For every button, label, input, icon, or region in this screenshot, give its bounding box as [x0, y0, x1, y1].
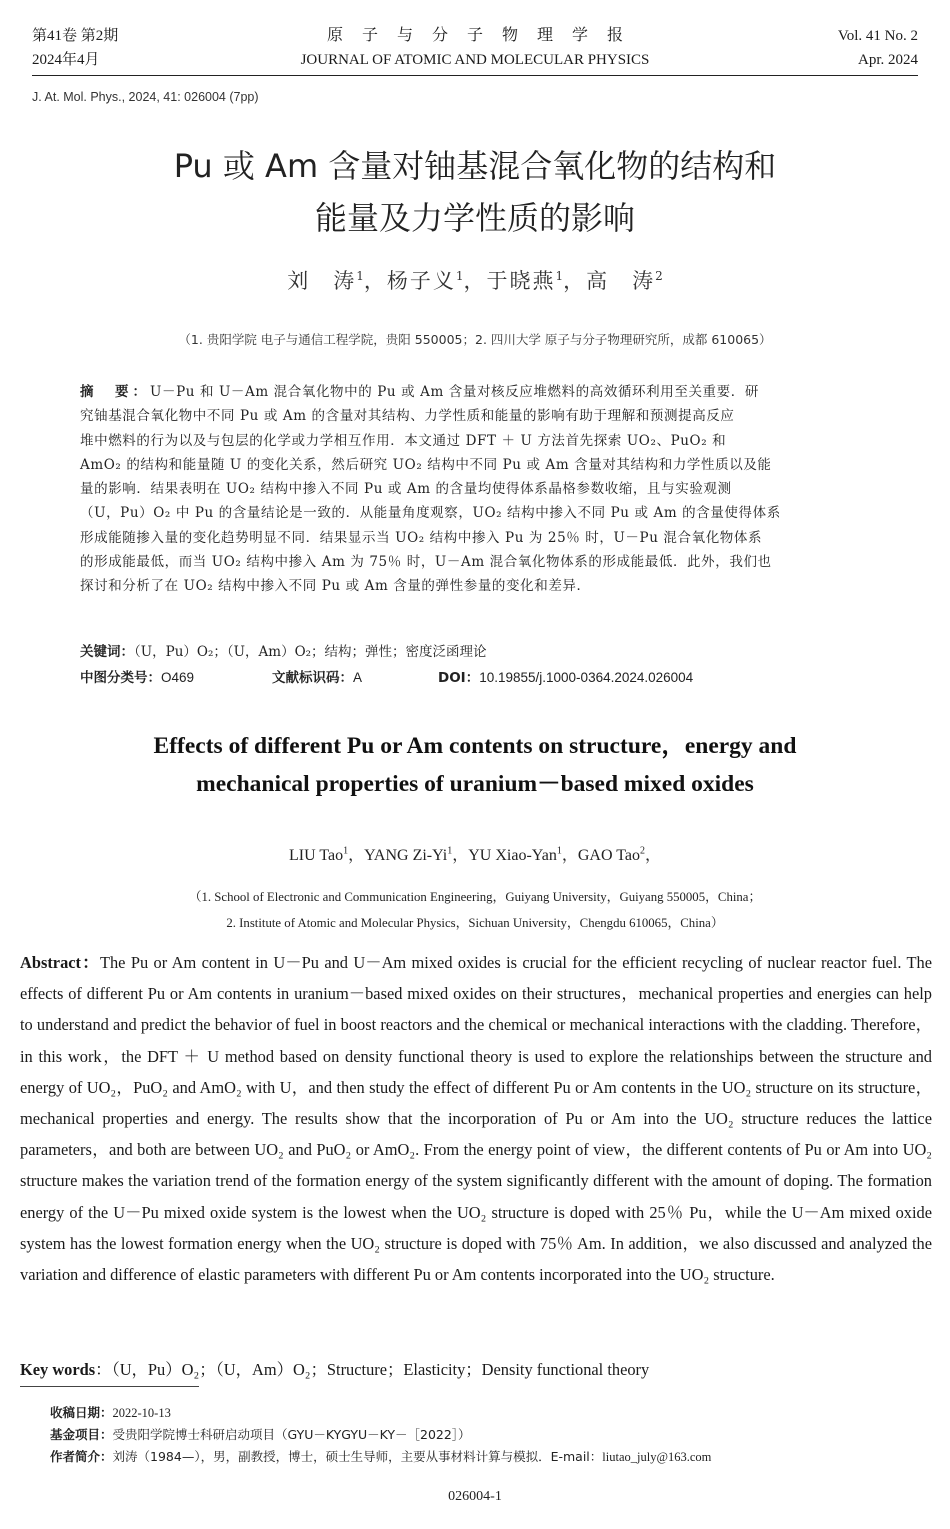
footnotes: [50, 1402, 900, 1468]
title-en-line-1: Effects of different Pu or Am contents on structure，energy and: [153, 733, 797, 759]
title-zh-line-1: Pu 或 Am 含量对铀基混合氧化物的结构和: [173, 147, 777, 185]
page-number: 026004-1: [448, 1489, 502, 1504]
keywords-en: [20, 1355, 932, 1387]
volume-issue-en: Vol. 41 No. 2: [837, 28, 918, 44]
authors-en: LIU Tao$^1$，YANG Zi-Yi$^1$，YU Xiao-Yan$^1$，GAO Tao$^2$，: [288, 845, 662, 864]
abstract-zh: [80, 380, 870, 599]
citation: J. At. Mol. Phys., 2024, 41: 026004 (7pp): [32, 90, 259, 104]
author-en: LIU Tao: [288, 847, 344, 864]
date-en: Apr. 2024: [858, 52, 918, 68]
author-zh: 于晓燕: [486, 269, 556, 293]
keyword-first: （U，Pu）O₂: [111, 1360, 200, 1379]
abstract-zh-line: 的形成能最低，而当 UO₂ 结构中掺入 Am 为 75％ 时，U－Am 混合氧化物体系的形成能最低．此外，我们也: [80, 554, 772, 571]
author-zh: 刘 涛: [287, 269, 357, 293]
title-zh: [0, 140, 950, 244]
abstract-zh-line: 形成能随掺入量的变化趋势明显不同．结果显示当 UO₂ 结构中掺入 Pu 为 25％ 时，U－Pu 混合氧化物体系: [80, 529, 763, 546]
title-en-line-2: mechanical properties of uranium－based mixed oxides: [196, 771, 754, 797]
abstract-zh-line: 究铀基混合氧化物中不同 Pu 或 Am 的含量对其结构、力学性质和能量的影响有助于理解和预测提高反应: [80, 408, 735, 425]
authors-zh: 刘 涛$^1$，杨子义$^1$，于晓燕$^1$，高 涛$^2$: [287, 269, 663, 293]
abstract-en-label: Abstract：: [20, 953, 100, 972]
clc-number: 中图分类号：O469: [80, 670, 195, 686]
keywords-zh-text: （U，Pu）O₂；（U，Am）O₂；结构；弹性；密度泛函理论: [134, 644, 487, 660]
volume-issue-zh: 第41卷 第2期: [32, 28, 119, 44]
author-affil-mark: 1: [356, 269, 364, 283]
author-en: GAO Tao: [577, 847, 640, 864]
keywords-en-underlined: Key words：（U，Pu）O₂: [20, 1355, 199, 1387]
header-center: [32, 24, 918, 72]
keywords-en-rest: ；（U，Am）O₂；Structure；Elasticity；Density functional theory: [199, 1360, 650, 1379]
author-zh: 杨子义: [386, 269, 456, 293]
doi: DOI：10.19855/j.1000-0364.2024.026004: [438, 670, 694, 686]
keywords-zh-label: 关键词：: [80, 644, 134, 660]
author-en: YU Xiao-Yan: [468, 847, 557, 864]
keywords-en-label: Key words: [20, 1360, 96, 1379]
title-zh-line-2: 能量及力学性质的影响: [314, 199, 635, 237]
author-affil-mark: 1: [555, 269, 564, 283]
title-en: [60, 727, 890, 803]
affiliation-en: [0, 884, 950, 936]
author-affil-mark: 2: [640, 845, 645, 857]
author-affil-mark: 1: [556, 845, 562, 857]
email-link[interactable]: liutao_july@163.com: [602, 1450, 712, 1464]
funding: 基金项目：受贵阳学院博士科研启动项目（GYU－KYGYU－KY－［2022］）: [50, 1427, 471, 1442]
abstract-zh-line: AmO₂ 的结构和能量随 U 的变化关系，然后研究 UO₂ 结构中不同 Pu 或 Am 含量对其结构和力学性质以及能: [80, 456, 772, 473]
header-right: [838, 24, 918, 72]
author-affil-mark: 2: [655, 269, 663, 283]
abstract-zh-line: 摘 要：U－Pu 和 U－Am 混合氧化物中的 Pu 或 Am 含量对核反应堆燃料的高效循环利用至关重要．研: [80, 384, 759, 400]
affiliation-en-line-1: （1. School of Electronic and Communication Engineering，Guiyang University，Guiyang 550005，China；: [188, 890, 762, 904]
abstract-zh-line: （U，Pu）O₂ 中 Pu 的含量结论是一致的．从能量角度观察，UO₂ 结构中掺入不同 Pu 或 Am 的含量使得体系: [80, 505, 781, 522]
date-zh: 2024年4月: [32, 52, 100, 68]
abstract-zh-line: 堆中燃料的行为以及与包层的化学或力学相互作用．本文通过 DFT ＋ U 方法首先探索 UO₂、PuO₂ 和: [80, 432, 727, 449]
abstract-en-text: The Pu or Am content in U－Pu and U－Am mixed oxides is crucial for the efficient recycling of nuclear reactor fuel. The effects of different Pu or Am contents in uranium－based mixed oxides on their structures，mechanical properties and energies can help to understand and predict the behavior of fuel in boost reactors and the chemical or mechanical interactions with the cladding. Therefore，in this work，the DFT ＋ U method based on density functional theory is used to explore the relationships between the structure and energy of UO₂，PuO₂ and AmO₂ with U，and then study the effect of different Pu or Am contents in the UO₂ structure on its structure，mechanical properties and energy. The results show that the incorporation of Pu or Am into the UO₂ structure reduces the lattice parameters，and both are between UO₂ and PuO₂ or AmO₂. From the energy point of view，the different contents of Pu or Am into UO₂ structure makes the variation trend of the formation energy of the system significantly different with the amount of doping. The formation energy of the U－Pu mixed oxide system is the lowest when the UO₂ structure is doped with 25％ Pu，while the U－Am mixed oxide system has the lowest formation energy when the UO₂ structure is doped with 75％ Am. In addition，we also discussed and analyzed the variation and difference of elastic parameters with different Pu or Am contents incorporated into the UO₂ structure.: [20, 953, 932, 1285]
document-code: 文献标识码：A: [272, 670, 363, 686]
keywords-zh: [80, 640, 870, 664]
abstract-zh-label: 摘 要：: [80, 384, 150, 400]
author-affil-mark: 1: [343, 845, 349, 857]
journal-header: [32, 20, 918, 76]
abstract-zh-line: 探讨和分析了在 UO₂ 结构中掺入不同 Pu 或 Am 含量的弹性参量的变化和差异．: [80, 578, 591, 595]
author-affil-mark: 1: [447, 845, 453, 857]
author-affil-mark: 1: [455, 269, 464, 283]
author-bio: 作者简介：刘涛（1984—），男，副教授，博士，硕士生导师，主要从事材料计算与模拟．E-mail：liutao_july@163.com: [50, 1449, 712, 1464]
affiliation-zh: （1. 贵阳学院 电子与通信工程学院，贵阳 550005；2. 四川大学 原子与分子物理研究所，成都 610065）: [178, 332, 772, 347]
abstract-en: [20, 947, 932, 1290]
author-en: YANG Zi-Yi: [364, 847, 448, 864]
affiliation-en-line-2: 2. Institute of Atomic and Molecular Physics，Sichuan University，Chengdu 610065，China）: [226, 916, 724, 930]
abstract-zh-line: 量的影响．结果表明在 UO₂ 结构中掺入不同 Pu 或 Am 的含量均使得体系晶格参数收缩，且与实验观测: [80, 481, 732, 498]
author-zh: 高 涛: [586, 269, 656, 293]
journal-name-en: JOURNAL OF ATOMIC AND MOLECULAR PHYSICS: [300, 52, 650, 68]
received-date: 收稿日期：2022-10-13: [50, 1405, 171, 1420]
journal-name-zh: 原子与分子物理学报: [326, 27, 642, 44]
